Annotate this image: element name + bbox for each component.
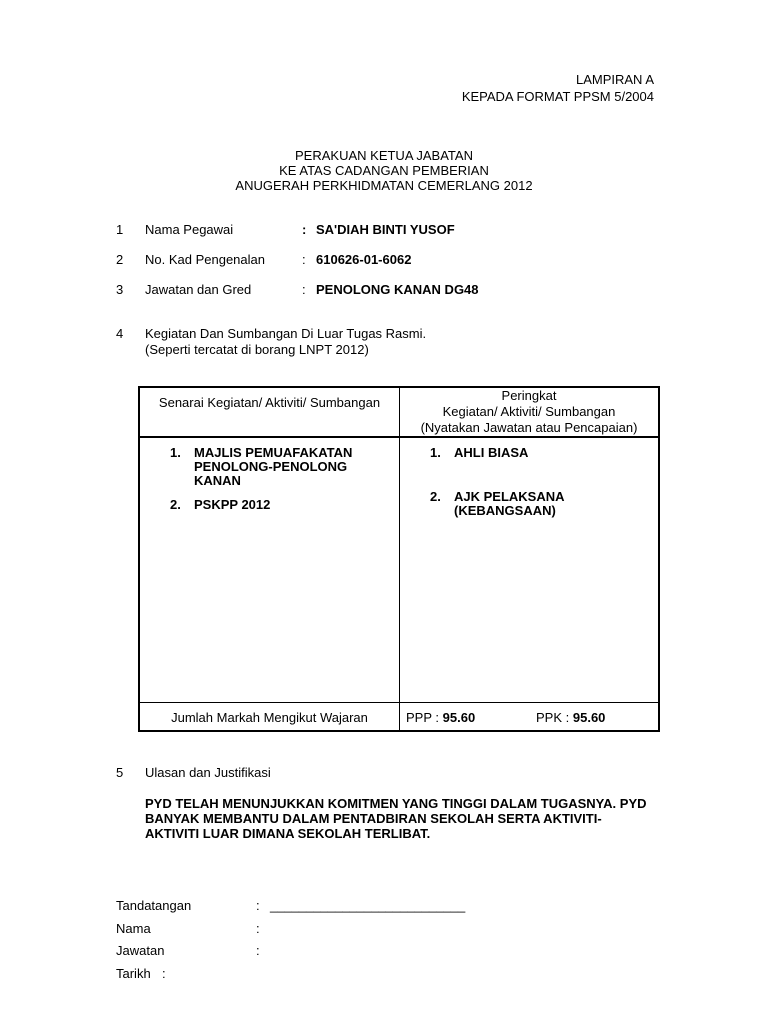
field-label-ic: No. Kad Pengenalan [145, 252, 265, 267]
field-separator: : [302, 222, 307, 237]
section4-note: (Seperti tercatat di borang LNPT 2012) [145, 342, 369, 357]
table-header-level-line: Peringkat [501, 388, 557, 403]
activities-table [138, 386, 660, 732]
date-label: Tarikh [116, 966, 151, 981]
section-number: 4 [116, 326, 124, 341]
section4-title: Kegiatan Dan Sumbangan Di Luar Tugas Rasmi. [145, 326, 427, 341]
table-header-level [400, 388, 658, 436]
list-item: 2. AJK PELAKSANA (KEBANGSAAN) [430, 489, 565, 518]
table-footer-divider [140, 702, 658, 703]
title-line-3: ANUGERAH PERKHIDMATAN CEMERLANG 2012 [235, 178, 533, 193]
field-separator: : [302, 252, 306, 267]
position-label: Jawatan [116, 943, 165, 958]
title-line-1: PERAKUAN KETUA JABATAN [295, 148, 473, 163]
position-separator: : [256, 943, 260, 958]
table-header-level-line: (Nyatakan Jawatan atau Pencapaian) [420, 420, 638, 435]
activities-list [170, 446, 352, 512]
ppp-score: PPP : 95.60 [406, 710, 476, 725]
signature-label: Tandatangan [116, 898, 192, 913]
field-label-name: Nama Pegawai [145, 222, 234, 237]
list-item: 1. AHLI BIASA [430, 445, 529, 460]
field-value-name: SA'DIAH BINTI YUSOF [316, 222, 455, 237]
section-number: 5 [116, 765, 124, 780]
table-header-divider [140, 436, 658, 438]
section5-title: Ulasan dan Justifikasi [145, 765, 271, 780]
appendix-label: LAMPIRAN A [575, 72, 654, 87]
total-marks-label: Jumlah Markah Mengikut Wajaran [171, 710, 368, 725]
table-header-activities: Senarai Kegiatan/ Aktiviti/ Sumbangan [158, 395, 381, 410]
name-separator: : [256, 921, 260, 936]
field-separator: : [302, 282, 306, 297]
field-number: 2 [116, 252, 124, 267]
table-header-level-line: Kegiatan/ Aktiviti/ Sumbangan [442, 404, 616, 419]
list-item: 2. PSKPP 2012 [170, 497, 271, 512]
field-value-ic: 610626-01-6062 [316, 252, 412, 267]
signature-separator: : [256, 898, 260, 913]
title-line-2: KE ATAS CADANGAN PEMBERIAN [279, 163, 489, 178]
field-number: 3 [116, 282, 124, 297]
signature-line: ___________________________ [270, 898, 466, 913]
field-label-position: Jawatan dan Gred [145, 282, 252, 297]
justification-text: PYD TELAH MENUNJUKKAN KOMITMEN YANG TINGGI DALAM TUGASNYA. PYD BANYAK MEMBANTU DALAM PENTADBIRAN SEKOLAH SERTA AKTIVITI- AKTIVITI LUAR DIMANA SEKOLAH TERLIBAT. [145, 796, 647, 841]
list-item: 1. MAJLIS PEMUAFAKATAN PENOLONG-PENOLONG KANAN [170, 445, 353, 488]
format-reference: KEPADA FORMAT PPSM 5/2004 [461, 89, 654, 104]
level-list [430, 446, 565, 518]
field-number: 1 [116, 222, 124, 237]
date-separator: : [162, 966, 166, 981]
field-value-position: PENOLONG KANAN DG48 [316, 282, 479, 297]
ppk-score: PPK : 95.60 [536, 710, 606, 725]
name-label: Nama [116, 921, 151, 936]
table-column-divider [399, 388, 400, 730]
